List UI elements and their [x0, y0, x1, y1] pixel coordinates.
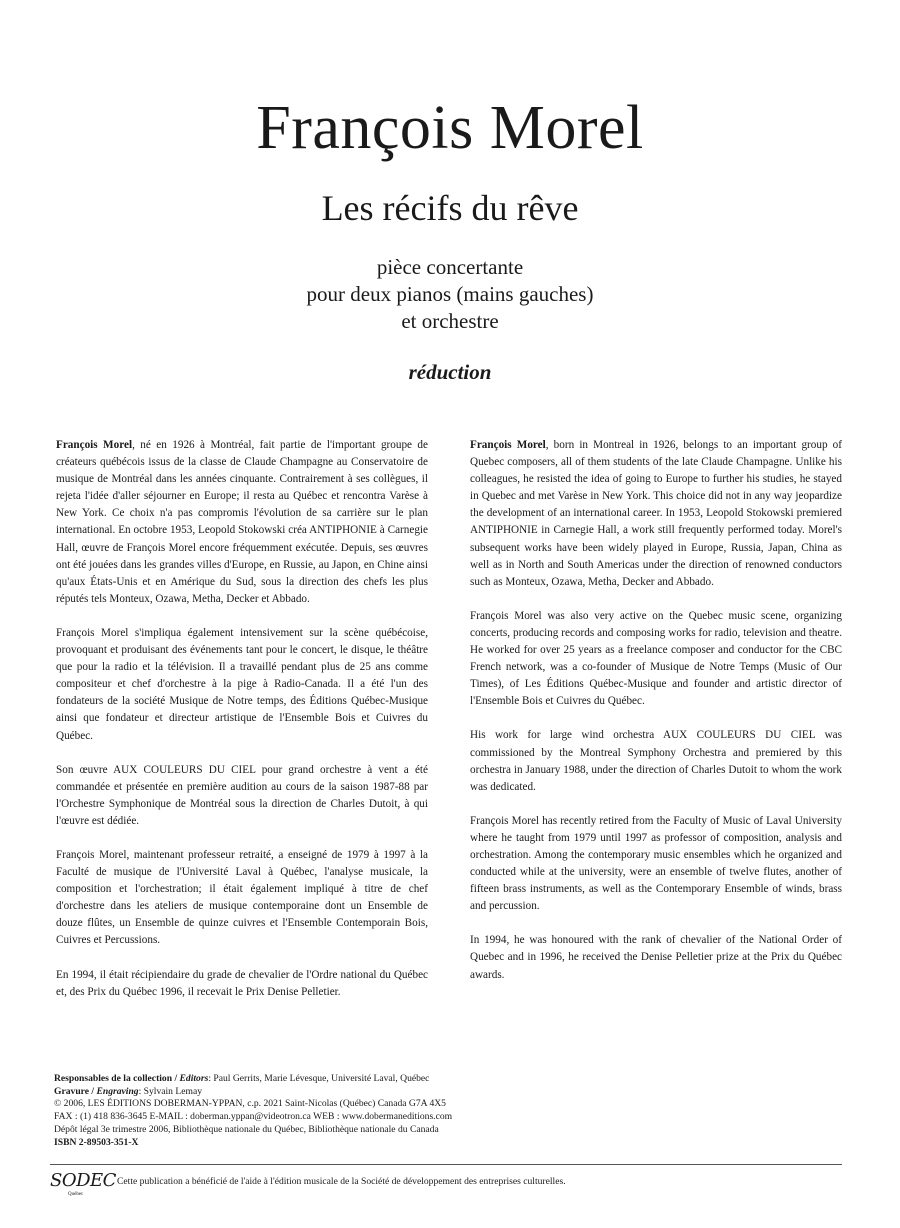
- footer-divider: [50, 1164, 842, 1165]
- french-biography: [56, 437, 428, 1018]
- sodec-logo: [50, 1170, 114, 1200]
- subtitle-line: et orchestre: [401, 309, 499, 333]
- subtitle-line: pour deux pianos (mains gauches): [306, 282, 594, 306]
- sodec-logo-sub: Québec: [68, 1192, 84, 1197]
- composer-name: François Morel: [256, 94, 644, 162]
- bio-paragraph: François Morel, maintenant professeur retraité, a enseigné de 1979 à 1997 à la Faculté de musique de l'Université Laval à Québec, l'analyse musicale, la composition et l'orchestration; il était également impliqué à titre de chef d'orchestre dans les ateliers de musique contemporaine dont un Ensemble de douze flûtes, un Ensemble de quinze cuivres et l'Ensemble Contemporain Bois, Cuivres et Percussions.: [56, 848, 428, 947]
- bio-paragraph: François Morel s'impliqua également intensivement sur la scène québécoise, provoquant et produisant des événements tant pour le concert, le disque, le théâtre que pour la radio et la télévision. Il a travaillé pendant plus de 25 ans comme compositeur et chef d'orchestre à la pige à Radio-Canada. Il a été l'un des fondateurs de la société Musique de Notre temps, des Éditions Québec-Musique ainsi que fondateur et directeur artistique de l'Ensemble Bois et Cuivres du Québec.: [56, 626, 428, 742]
- editors-line: Responsables de la collection / Editors: Paul Gerrits, Marie Lévesque, Université Laval, Québec: [54, 1073, 430, 1084]
- publication-credits: [54, 1073, 844, 1149]
- isbn-line: ISBN 2-89503-351-X: [54, 1136, 139, 1148]
- edition-label: réduction: [408, 360, 492, 384]
- legal-deposit-line: Dépôt légal 3e trimestre 2006, Bibliothèque nationale du Québec, Bibliothèque nationale du Canada: [54, 1123, 439, 1135]
- copyright-line: © 2006, LES ÉDITIONS DOBERMAN-YPPAN, c.p. 2021 Saint-Nicolas (Québec) Canada G7A 4X5: [54, 1098, 446, 1110]
- sodec-logo-word: SODEC: [50, 1170, 116, 1191]
- english-biography: [470, 437, 842, 1001]
- bio-paragraph: François Morel was also very active on the Quebec music scene, organizing concerts, producing records and composing works for radio, television and theatre. He worked for over 25 years as a freelance composer and conductor for the CBC French network, was a co-founder of Musique de Notre Temps (Music of Our Times), of Les Éditions Québec-Musique and founder and artistic director of l'Ensemble Bois et Cuivres du Québec.: [470, 609, 842, 708]
- work-subtitle: [0, 254, 900, 335]
- contact-line: FAX : (1) 418 836-3645 E-MAIL : doberman.yppan@videotron.ca WEB : www.dobermaneditions.com: [54, 1111, 453, 1123]
- bio-paragraph: His work for large wind orchestra AUX COULEURS DU CIEL was commissioned by the Montreal Symphony Orchestra and premiered by this orchestra in January 1988, under the direction of Charles Dutoit to whom the work was dedicated.: [470, 729, 842, 793]
- bio-paragraph: François Morel has recently retired from the Faculty of Music of Laval University where he taught from 1979 until 1997 as professor of composition, analysis and orchestration. Among the contemporary music ensembles which he organized and conducted while at the university, were an ensemble of twelve flutes, another of fifteen brass instruments, as well as the Contemporary Ensemble of winds, brass and percussion.: [470, 814, 842, 913]
- work-title: Les récifs du rêve: [321, 188, 579, 228]
- bio-paragraph: En 1994, il était récipiendaire du grade de chevalier de l'Ordre national du Québec et, des Prix du Québec 1996, il recevait le Prix Denise Pelletier.: [56, 968, 428, 998]
- bio-paragraph: François Morel, né en 1926 à Montréal, fait partie de l'important groupe de créateurs québécois issus de la classe de Claude Champagne au Conservatoire de musique de Montréal dans les années cinquante. Contrairement à ses collègues, il rejeta l'idée d'aller séjourner en Europe; il resta au Québec et rencontra Varèse à New York. Ce choix n'a pas compromis l'évolution de sa carrière sur le plan international. En octobre 1953, Leopold Stokowski créa ANTIPHONIE à Carnegie Hall, œuvre de François Morel encore fréquemment exécutée. Depuis, ses œuvres ont été jouées dans les grandes villes d'Europe, en Russie, au Japon, en Chine ainsi qu'aux États-Unis et en Amérique du Sud, sous la direction des chefs les plus réputés tels Monteux, Ozawa, Metha, Decker et Abbado.: [56, 439, 428, 605]
- subtitle-line: pièce concertante: [376, 255, 524, 279]
- bio-paragraph: François Morel, born in Montreal in 1926, belongs to an important group of Quebec composers, all of them students of the late Claude Champagne. Unlike his colleagues, he resisted the idea of going to Europe to further his studies, he stayed in Quebec and met Varèse in New York. This choice did not in any way jeopardize the development of an international career. In 1953, Leopold Stokowski premiered ANTIPHONIE in Carnegie Hall, a work still frequently performed today. Morel's subsequent works have been widely played in Europe, Russia, Japan, China as well as in North and South Americas under the direction of renowned conductors such as Monteux, Ozawa, Metha, Decker and Abbado.: [470, 439, 842, 588]
- composer-name-bold: François Morel: [470, 439, 546, 451]
- composer-name-bold: François Morel: [56, 439, 133, 451]
- bio-paragraph: In 1994, he was honoured with the rank of chevalier of the National Order of Quebec and in 1996, he received the Denise Pelletier prize at the Prix du Québec awards.: [470, 934, 842, 981]
- sodec-acknowledgement: Cette publication a bénéficié de l'aide à l'édition musicale de la Société de développement des entreprises culturelles.: [117, 1176, 566, 1187]
- engraving-line: Gravure / Engraving: Sylvain Lemay: [54, 1085, 203, 1097]
- bio-paragraph: Son œuvre AUX COULEURS DU CIEL pour grand orchestre à vent a été commandée et présentée en première audition au cours de la saison 1987-88 par l'Orchestre Symphonique de Montréal sous la direction de Charles Dutoit, à qui l'œuvre est dédiée.: [56, 763, 428, 827]
